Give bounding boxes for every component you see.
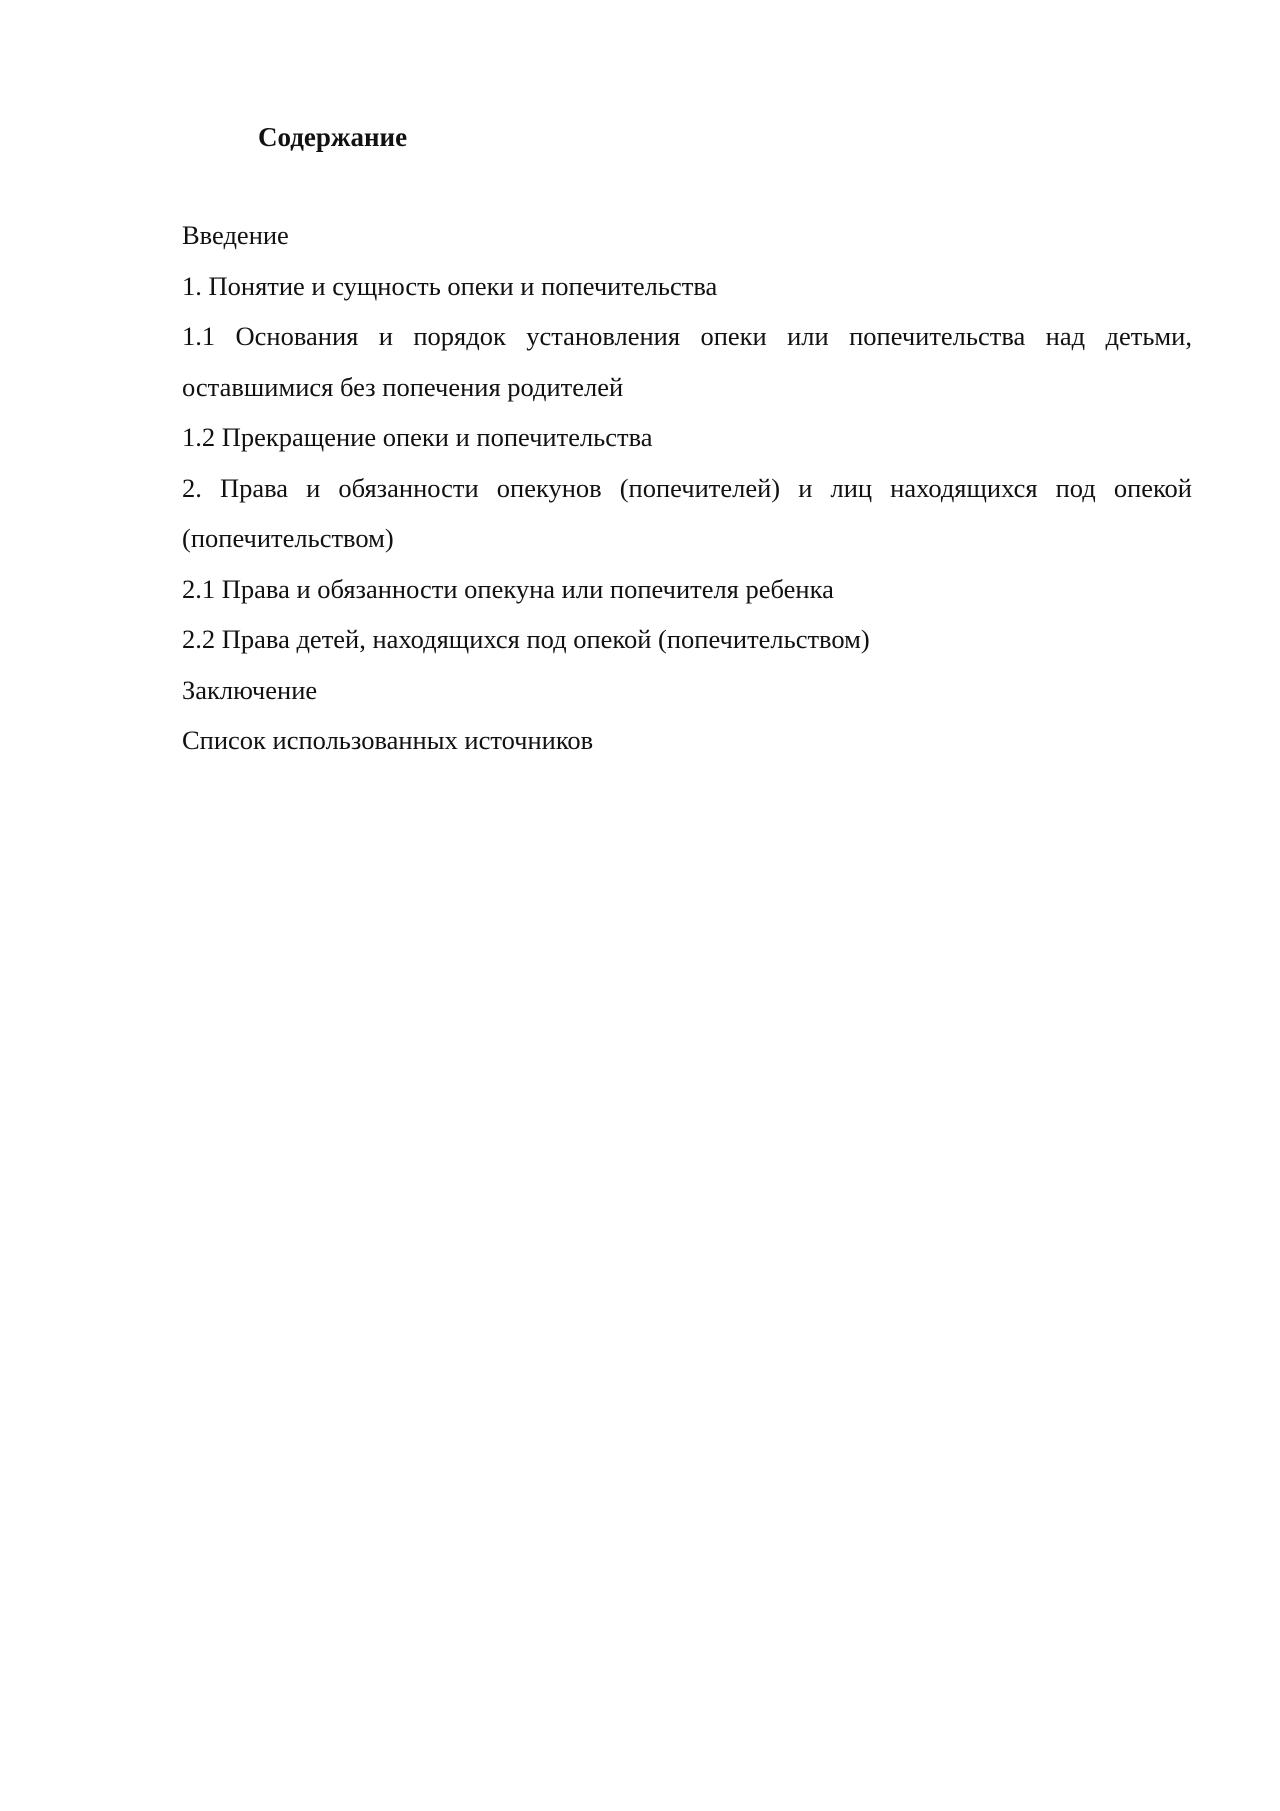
toc-item-conclusion: Заключение [182,674,318,705]
table-of-contents [182,210,1192,766]
toc-item-section-2-1: 2.1 Права и обязанности опекуна или попечителя ребенка [182,573,834,604]
toc-title: Содержание [258,122,408,152]
toc-item-chapter-2: 2. Права и обязанности опекунов (попечителей) и лиц находящихся под опекой (попечительством) [182,472,1192,553]
toc-item-section-1-2: 1.2 Прекращение опеки и попечительства [182,422,653,452]
toc-item-section-1-1: 1.1 Основания и порядок установления опеки или попечительства над детьми, оставшимися без попечения родителей [182,321,1192,402]
toc-item-introduction: Введение [182,220,289,250]
toc-item-chapter-1: 1. Понятие и сущность опеки и попечительства [182,270,718,301]
toc-item-section-2-2: 2.2 Права детей, находящихся под опекой (попечительством) [182,624,870,654]
toc-item-references: Список использованных источников [182,725,594,755]
